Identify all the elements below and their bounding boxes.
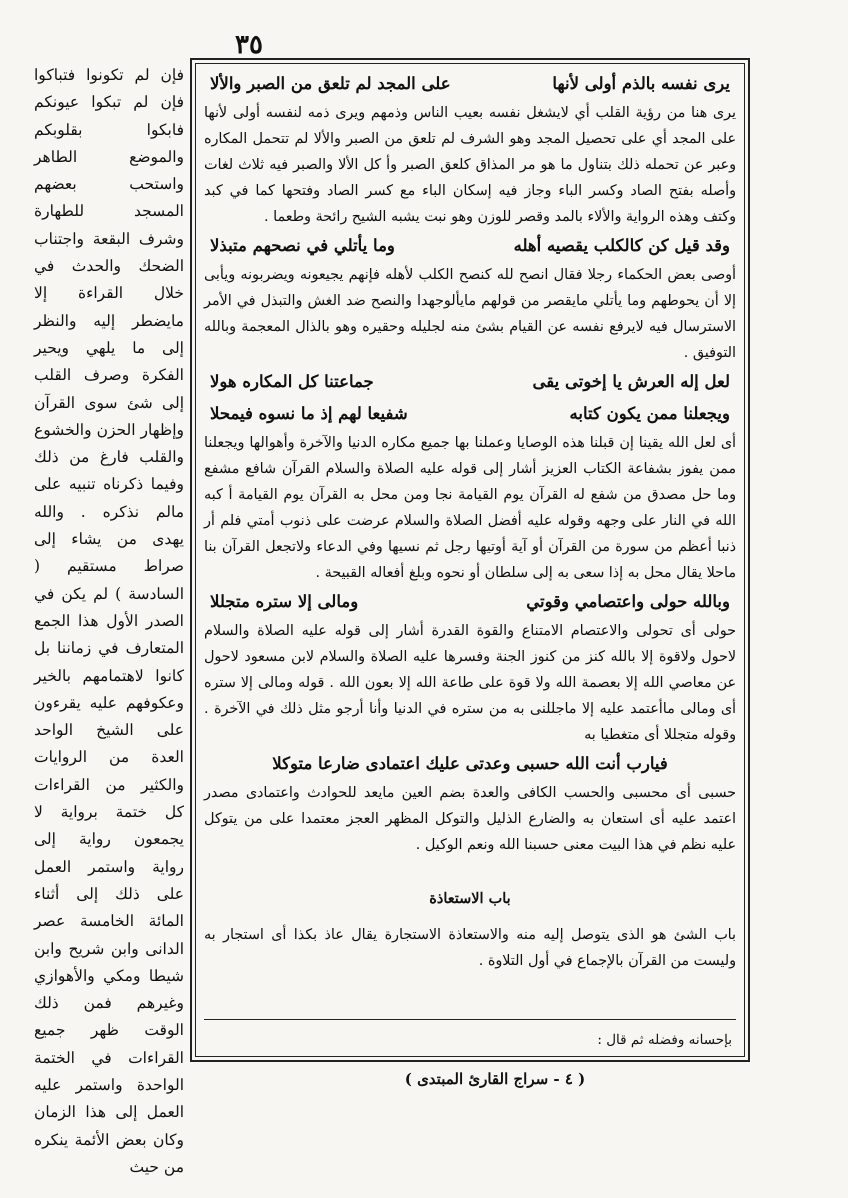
printer-signature: ( ٤ - سراج القارئ المبتدى ) <box>404 1070 586 1088</box>
main-frame <box>190 58 750 1062</box>
main-body <box>204 68 736 980</box>
page-number: ٣٥ <box>235 30 263 60</box>
verse-3 <box>204 366 736 398</box>
commentary-3: أى لعل الله يقينا إن قبلنا هذه الوصايا وعملنا بها جميع مكاره الدنيا والآخرة وأهوالها ويجعلنا ممن يفوز بشفاعة الكتاب العزيز أشار إلى قوله عليه الصلاة والسلام القرآن شافع مشفع وما حل مصدق من شفع له القرآن يوم القيامة نجا ومن محل به القرآن يوم القيامة أ كبه الله في النار على وجهه وقوله عليه أفضل الصلاة والسلام عرضت على ذنوب أمتي فلم أر ذنبا أعظم من سورة من القرآن أو آية أوتيها رجل ثم نسيها وفي الدعاء ولاتجعل القرآن بنا ماحلا يقال محل به إذا سعى به إلى سلطان أو نحوه وبلغ أفعاله القبيحة . <box>204 435 736 581</box>
commentary-6: باب الشئ هو الذى يتوصل إليه منه والاستعاذة الاستجارة يقال عاذ بكذا أى استجار به وليست من القرآن بالإجماع في أول التلاوة . <box>204 927 736 969</box>
verse-2-first-hemistich: وقد قيل كن كالكلب يقصيه أهله <box>513 236 730 255</box>
verse-5-second-hemistich: ومالى إلا ستره متجللا <box>210 592 359 611</box>
section-title: باب الاستعاذة <box>429 890 511 907</box>
verse-4-first-hemistich: ويجعلنا ممن يكون كتابه <box>569 404 730 423</box>
verse-3-second-hemistich: جماعتنا كل المكاره هولا <box>210 372 374 391</box>
commentary-5: حسبى أى محسبى والحسب الكافى والعدة بضم العين مايعد للحوادث واعتمادى مصدر اعتمد عليه أى استعان به والضارع الذليل والتوكل المظهر العجز معتمدا على من يتوكل عليه نظم في هذا البيت معنى حسبنا الله ونعم الوكيل . <box>204 785 736 853</box>
verse-4-second-hemistich: شفيعا لهم إذ ما نسوه فيمحلا <box>210 404 408 423</box>
commentary-1: يرى هنا من رؤية القلب أي لايشغل نفسه بعيب الناس وذمهم ويرى ذمه لنفسه أولى لأنها على المجد أي على تحصيل المجد وهو الشرف لم تلعق من الصبر والألا لم تتحمل المكاره وعبر عن تحمله ذلك بتناول ما هو مر المذاق كلعق الصبر وأ كل الألا والصبر فيه ثلاث لغات وأصله بفتح الصاد وكسر الباء وجاز فيه إسكان الباء مع كسر الصاد وفتحها كما في كبد وكتف وهذه الرواية والألاء بالمد وقصر للوزن وهو نبت يشبه الشيح رائحة وطعما . <box>204 105 736 225</box>
verse-3-first-hemistich: لعل إله العرش يا إخوتى يقى <box>532 372 730 391</box>
verse-1 <box>204 68 736 100</box>
verse-2-second-hemistich: وما يأتلي في نصحهم متبذلا <box>210 236 395 255</box>
footnote-divider <box>204 1019 736 1020</box>
verse-5 <box>204 586 736 618</box>
verse-2 <box>204 230 736 262</box>
verse-6: فيارب أنت الله حسبى وعدتى عليك اعتمادى ضارعا متوكلا <box>272 754 668 773</box>
verse-1-second-hemistich: على المجد لم تلعق من الصبر والألا <box>210 74 451 93</box>
verse-1-first-hemistich: يرى نفسه بالذم أولى لأنها <box>552 74 730 93</box>
verse-5-first-hemistich: وبالله حولى واعتصامي وقوتي <box>526 592 730 611</box>
commentary-2: أوصى بعض الحكماء رجلا فقال انصح لله كنصح الكلب لأهله فإنهم يجيعونه ويضربونه ويأبى إلا أن يحوطهم وما يأتلي مايقصر من قولهم مايألوجهدا والنصح ضد الغش والتبذل في الأمر الاسترسال فيه لايرفع نفسه عن القيام بشئ منه لجليله وحقيره وهو بالذال المعجمة وبالله التوفيق . <box>204 267 736 361</box>
side-margin-column <box>34 62 184 1176</box>
commentary-4: حولى أى تحولى والاعتصام الامتناع والقوة القدرة أشار إلى قوله عليه الصلاة والسلام لاحول ولاقوة إلا بالله كنز من كنوز الجنة وفسرها عليه الصلاة والسلام لابن مسعود لاحول عن معاصي الله إلا بعصمة الله ولا قوة على طاعة الله إلا بعون الله . قوله ومالى إلا ستره أى ومالى ماأعتمد عليه إلا ماجللنى به من ستره في الدنيا وأنا أرجو مثل ذلك في الآخرة . وقوله متجللا أى متغطيا به <box>204 623 736 743</box>
side-column-text: فإن لم تكونوا فتباكوا فإن لم تبكوا عيونكم فابكوا بقلوبكم والموضع الطاهر واستحب بعضهم المسجد للطهارة وشرف البقعة واجتناب الضحك والحدث في خلال القراءة إلا مايضطر إليه والنظر إلى ما يلهي ويحير الفكرة وصرف القلب إلى شئ سوى القرآن وإظهار الحزن والخشوع والقلب فارغ من ذلك وفيما ذكرناه تنبيه على مالم نذكره . والله يهدى من يشاء إلى صراط مستقيم ( السادسة ) لم يكن في الصدر الأول هذا الجمع المتعارف في زماننا بل كانوا لاهتمامهم بالخير وعكوفهم عليه يقرءون على الشيخ الواحد العدة من الروايات والكثير من القراءات كل ختمة برواية لا يجمعون رواية إلى رواية واستمر العمل على ذلك إلى أثناء المائة الخامسة عصر الدانى وابن شريح وابن شيطا ومكي والأهوازي وغيرهم فمن ذلك الوقت ظهر جميع القراءات في الختمة الواحدة واستمر عليه العمل إلى هذا الزمان وكان بعض الأئمة ينكره من حيث <box>34 66 184 1176</box>
footnote: بإحسانه وفضله ثم قال : <box>597 1032 732 1048</box>
verse-4 <box>204 398 736 430</box>
